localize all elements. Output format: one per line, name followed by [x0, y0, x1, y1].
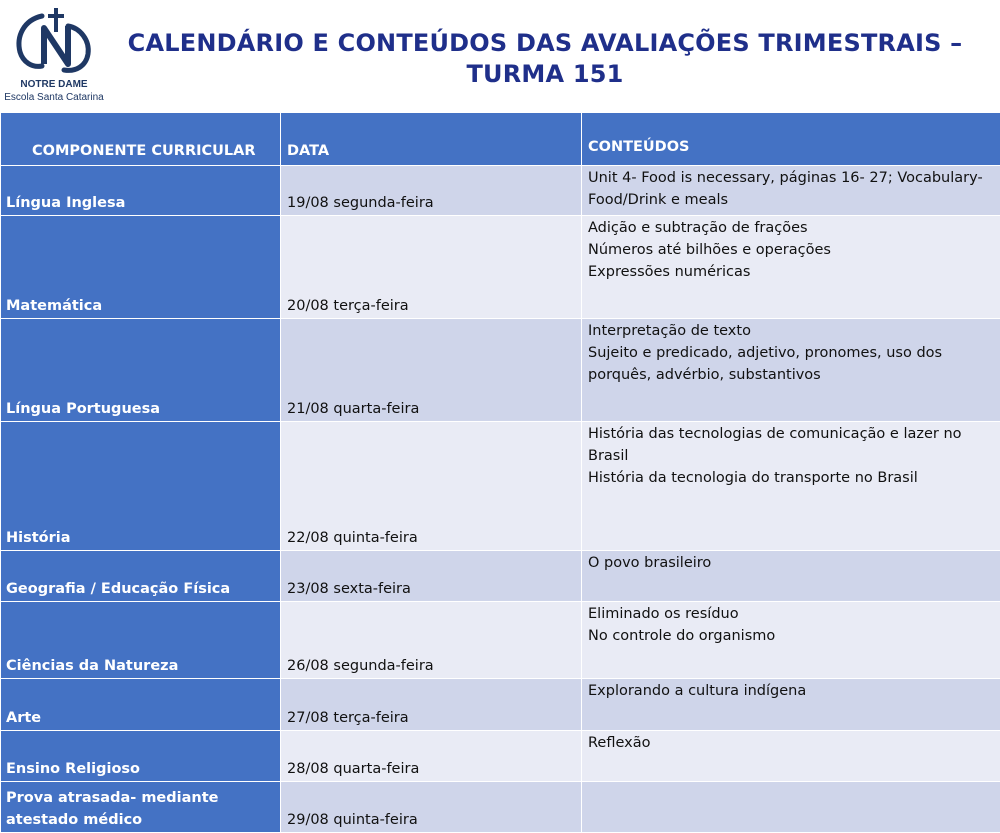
notre-dame-emblem-icon: [12, 6, 98, 78]
header-date-label: DATA: [287, 143, 330, 159]
date-label: 27/08 terça-feira: [287, 710, 409, 726]
row-subject: [1, 216, 281, 319]
date-label: 21/08 quarta-feira: [287, 401, 420, 417]
subject-label: Geografia / Educação Física: [6, 581, 231, 597]
content-line: História das tecnologias de comunicação e lazer no: [588, 426, 962, 442]
subject-label: Língua Portuguesa: [6, 401, 161, 417]
subject-label: Ensino Religioso: [6, 761, 141, 777]
row-subject: [1, 679, 281, 731]
logo-subtitle: Escola Santa Catarina: [4, 92, 104, 103]
row-contents: [582, 216, 1000, 319]
date-label: 28/08 quarta-feira: [287, 761, 420, 777]
content-line: Reflexão: [588, 735, 651, 751]
content-line: O povo brasileiro: [588, 555, 712, 571]
row-date: [281, 422, 582, 551]
page-title-line-2: TURMA 151: [466, 60, 624, 88]
row-contents: [582, 422, 1000, 551]
content-line: Unit 4- Food is necessary, páginas 16- 27; Vocabulary-: [588, 170, 983, 186]
subject-label: História: [6, 530, 71, 546]
content-line: Brasil: [588, 448, 629, 464]
row-subject: [1, 782, 281, 833]
content-line: Números até bilhões e operações: [588, 242, 831, 258]
subject-label: Matemática: [6, 298, 103, 314]
row-date: [281, 731, 582, 782]
row-subject: [1, 602, 281, 679]
row-contents: [582, 166, 1000, 216]
logo-name: NOTRE DAME: [20, 79, 88, 90]
content-line: Interpretação de texto: [588, 323, 751, 339]
date-label: 20/08 terça-feira: [287, 298, 409, 314]
row-date: [281, 216, 582, 319]
date-label: 19/08 segunda-feira: [287, 195, 434, 211]
date-label: 29/08 quinta-feira: [287, 812, 418, 828]
subject-label: Língua Inglesa: [6, 195, 126, 211]
page-title-line-1: CALENDÁRIO E CONTEÚDOS DAS AVALIAÇÕES TRIMESTRAIS –: [127, 29, 963, 57]
row-subject: [1, 166, 281, 216]
row-contents: [582, 731, 1000, 782]
content-line: Adição e subtração de frações: [588, 220, 808, 236]
row-contents: [582, 602, 1000, 679]
content-line: porquês, advérbio, substantivos: [588, 367, 821, 383]
row-date: [281, 602, 582, 679]
school-logo: [4, 6, 108, 106]
row-date: [281, 551, 582, 602]
subject-label: Ciências da Natureza: [6, 658, 179, 674]
header-date: [281, 113, 582, 166]
content-line: Expressões numéricas: [588, 264, 751, 280]
header-contents: [582, 113, 1000, 166]
date-label: 22/08 quinta-feira: [287, 530, 418, 546]
subject-label: Prova atrasada- mediante atestado médico: [6, 790, 219, 828]
content-line: Explorando a cultura indígena: [588, 683, 807, 699]
header-component-label: COMPONENTE CURRICULAR: [32, 143, 256, 159]
row-contents: [582, 551, 1000, 602]
row-subject: [1, 551, 281, 602]
date-label: 26/08 segunda-feira: [287, 658, 434, 674]
exam-schedule-table: [0, 113, 1000, 833]
row-date: [281, 319, 582, 422]
date-label: 23/08 sexta-feira: [287, 581, 411, 597]
subject-label: Arte: [6, 710, 42, 726]
content-line: Sujeito e predicado, adjetivo, pronomes, uso dos: [588, 345, 943, 361]
row-contents: [582, 782, 1000, 833]
row-contents: [582, 319, 1000, 422]
header-contents-label: CONTEÚDOS: [588, 139, 690, 155]
content-line: Eliminado os resíduo: [588, 606, 739, 622]
content-line: No controle do organismo: [588, 628, 776, 644]
row-date: [281, 679, 582, 731]
row-subject: [1, 422, 281, 551]
page-title: [115, 28, 975, 90]
row-contents: [582, 679, 1000, 731]
content-line: História da tecnologia do transporte no Brasil: [588, 470, 918, 486]
content-line: Food/Drink e meals: [588, 192, 729, 208]
row-date: [281, 166, 582, 216]
row-subject: [1, 319, 281, 422]
header-component: [1, 113, 281, 166]
row-date: [281, 782, 582, 833]
row-subject: [1, 731, 281, 782]
